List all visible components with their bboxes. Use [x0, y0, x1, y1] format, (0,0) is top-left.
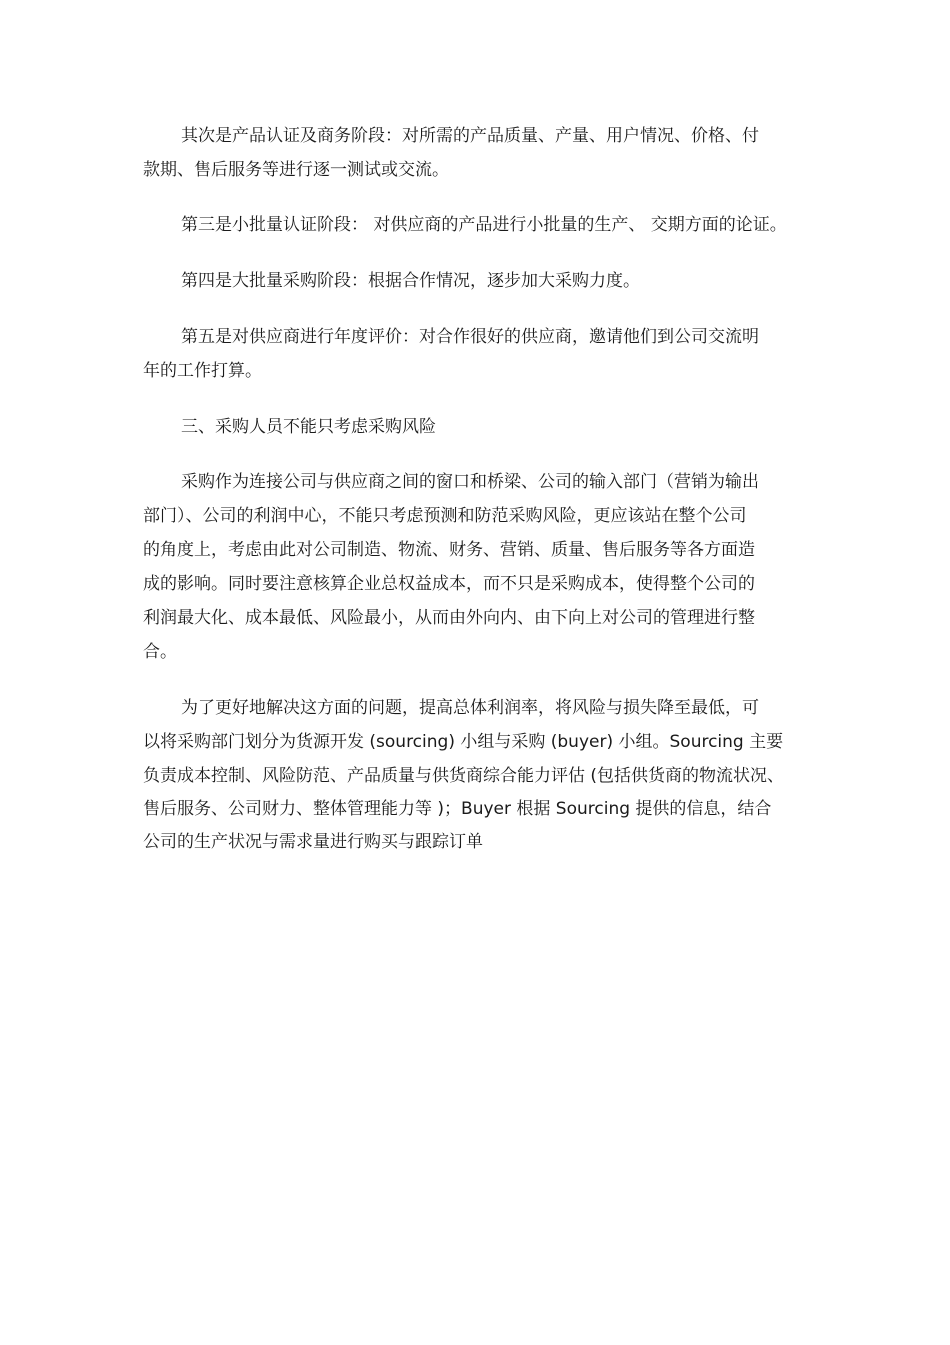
paragraph-line: 年的工作打算。: [143, 361, 262, 381]
paragraph-line: 负责成本控制、风险防范、产品质量与供货商综合能力评估 (包括供货商的物流状况、: [143, 766, 785, 786]
paragraph-line: 为了更好地解决这方面的问题，提高总体利润率，将风险与损失降至最低，可: [181, 698, 759, 718]
paragraph-line: 第五是对供应商进行年度评价：对合作很好的供应商，邀请他们到公司交流明: [181, 327, 759, 347]
paragraph-line: 部门）、公司的利润中心，不能只考虑预测和防范采购风险，更应该站在整个公司: [143, 506, 747, 526]
paragraph-line: 售后服务、公司财力、整体管理能力等 )；Buyer 根据 Sourcing 提供的信息，结合: [143, 799, 772, 819]
paragraph-line: 第三是小批量认证阶段： 对供应商的产品进行小批量的生产、 交期方面的论证。: [181, 215, 787, 235]
paragraph-line: 第四是大批量采购阶段：根据合作情况，逐步加大采购力度。: [181, 271, 640, 291]
paragraph-line: 其次是产品认证及商务阶段：对所需的产品质量、产量、用户情况、价格、付: [181, 126, 759, 146]
section-heading-text: 三、采购人员不能只考虑采购风险: [181, 417, 436, 437]
paragraph-line: 采购作为连接公司与供应商之间的窗口和桥梁、公司的输入部门（营销为输出: [181, 472, 759, 492]
paragraph-line: 利润最大化、成本最低、风险最小，从而由外向内、由下向上对公司的管理进行整: [143, 608, 755, 628]
paragraph-line: 的角度上，考虑由此对公司制造、物流、财务、营销、质量、售后服务等各方面造: [143, 540, 755, 560]
paragraph-line: 款期、售后服务等进行逐一测试或交流。: [143, 160, 449, 180]
paragraph-line: 合。: [143, 642, 177, 662]
paragraph-line: 成的影响。同时要注意核算企业总权益成本，而不只是采购成本，使得整个公司的: [143, 574, 755, 594]
paragraph-line: 以将采购部门划分为货源开发 (sourcing) 小组与采购 (buyer) 小组。Sourcing 主要: [143, 732, 784, 752]
paragraph-line: 公司的生产状况与需求量进行购买与跟踪订单: [143, 832, 483, 852]
